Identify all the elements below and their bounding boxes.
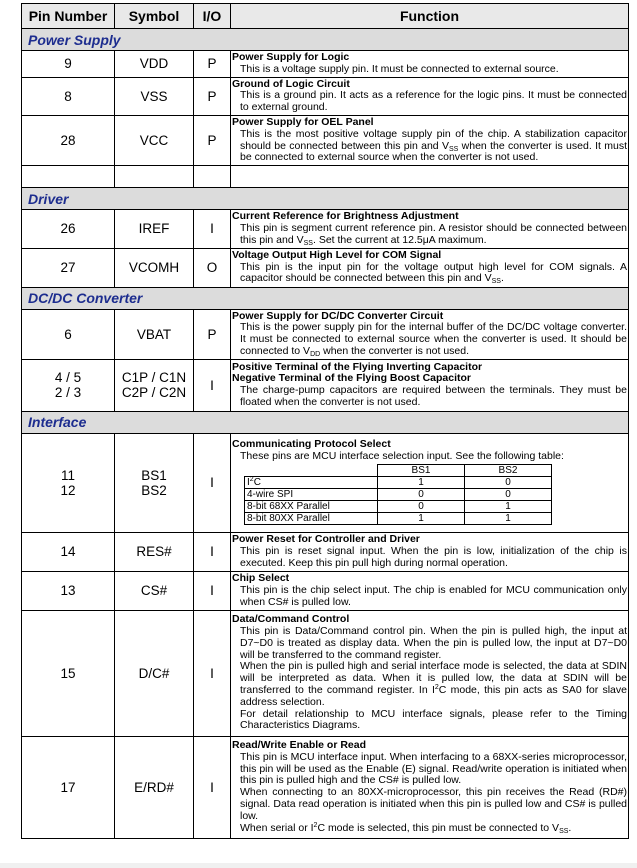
function-desc: This pin is Data/Command control pin. When the pin is pulled high, the input at D7~D0 is treated as display data. When the pin is pulled low, the input at D7~D0 will be transferred to the command register. <box>240 625 627 661</box>
table-row <box>22 571 629 610</box>
bs1-value: 0 <box>378 488 465 500</box>
pin-io: I <box>194 610 231 736</box>
function-desc: This pin is the input pin for the voltage output high level for COM signals. A capacitor should be connected between this pin and $V_{SS}$. <box>240 260 627 286</box>
pin-symbol: VDD <box>115 51 194 78</box>
pin-io: I <box>194 433 231 532</box>
function-desc: This pin is reset signal input. When the pin is low, initialization of the chip is executed. Keep this pin pull high during normal operation. <box>240 544 627 569</box>
function-desc: This pin is the chip select input. The chip is enabled for MCU communication only when CS# is pulled low. <box>240 583 627 608</box>
function-title: Power Supply for DC/DC Converter Circuit <box>232 309 444 322</box>
function-desc: When serial or $I^2C$ mode is selected, this pin must be connected to $V_{SS}$. <box>240 821 572 835</box>
pin-symbol: VCC <box>115 115 194 165</box>
bs1-value: 0 <box>378 500 465 512</box>
section-dcdc-converter: DC/DC Converter <box>22 287 629 309</box>
bs2-column-header: BS2 <box>465 464 552 476</box>
pin-symbol: RES# <box>115 532 194 571</box>
bs2-value: 0 <box>465 488 552 500</box>
table-row <box>22 210 629 248</box>
pin-io: P <box>194 77 231 115</box>
pin-number: 14 <box>22 532 115 571</box>
pin-number: 11 12 <box>22 433 115 532</box>
table-row <box>22 736 629 838</box>
pin-io: P <box>194 51 231 78</box>
pin-number: 17 <box>22 736 115 838</box>
pin-number: 8 <box>22 77 115 115</box>
pin-number: 28 <box>22 115 115 165</box>
bs-table-row <box>245 476 552 488</box>
table-row <box>22 309 629 359</box>
header-io: I/O <box>194 4 231 29</box>
table-row <box>22 433 629 532</box>
function-desc: The charge-pump capacitors are required between the terminals. They must be floated when the converter is not used. <box>240 384 627 409</box>
function-title: Ground of Logic Circuit <box>232 77 350 90</box>
pin-symbol: VCOMH <box>115 248 194 287</box>
pin-io: I <box>194 532 231 571</box>
page-bottom-edge <box>0 863 637 868</box>
header-function: Function <box>231 4 629 29</box>
pin-io: I <box>194 359 231 411</box>
pin-function <box>231 610 629 736</box>
pin-io: O <box>194 248 231 287</box>
function-title: Negative Terminal of the Flying Boost Capacitor <box>232 372 472 385</box>
bs-selection-table <box>244 464 552 525</box>
table-row <box>22 51 629 78</box>
pin-function <box>231 532 629 571</box>
table-row-empty <box>22 166 629 188</box>
table-row <box>22 248 629 287</box>
bs1-column-header: BS1 <box>378 464 465 476</box>
bs2-value: 0 <box>465 476 552 488</box>
pin-function <box>231 51 629 78</box>
pin-number: 15 <box>22 610 115 736</box>
function-title: Power Supply for Logic <box>232 51 350 63</box>
pin-symbol: BS1 BS2 <box>115 433 194 532</box>
table-row <box>22 610 629 736</box>
pin-symbol: VSS <box>115 77 194 115</box>
pin-description-table <box>21 3 629 839</box>
bs-table-row <box>245 512 552 524</box>
function-desc: These pins are MCU interface selection input. See the following table: <box>240 449 564 462</box>
table-row <box>22 115 629 165</box>
pin-symbol: IREF <box>115 210 194 248</box>
pin-function <box>231 210 629 248</box>
table-row <box>22 359 629 411</box>
bs2-value: 1 <box>465 500 552 512</box>
pin-symbol: VBAT <box>115 309 194 359</box>
function-title: Current Reference for Brightness Adjustment <box>232 210 459 223</box>
section-interface: Interface <box>22 411 629 433</box>
pin-function <box>231 309 629 359</box>
pin-function <box>231 248 629 287</box>
pin-io: P <box>194 115 231 165</box>
header-pin-number: Pin Number <box>22 4 115 29</box>
interface-name: 4-wire SPI <box>245 488 378 500</box>
pin-number: 27 <box>22 248 115 287</box>
function-title: Read/Write Enable or Read <box>232 739 367 752</box>
pin-symbol: E/RD# <box>115 736 194 838</box>
pin-number: 6 <box>22 309 115 359</box>
function-desc: This pin is MCU interface input. When interfacing to a 68XX-series microprocessor, this pin will be used as the Enable (E) signal. Read/write operation is initiated when this pin is pulled high and the CS# is pulled low. <box>240 750 627 787</box>
function-desc: When connecting to an 80XX-microprocessor, this pin receives the Read (RD#) signal. Data read operation is initiated when this pin is pulled low and CS# is pulled low. <box>240 786 627 822</box>
pin-io: P <box>194 309 231 359</box>
pin-io: I <box>194 571 231 610</box>
pin-symbol: CS# <box>115 571 194 610</box>
section-power-supply: Power Supply <box>22 29 629 51</box>
interface-name: 8-bit 68XX Parallel <box>245 500 378 512</box>
bs-table-row <box>245 500 552 512</box>
table-header-row <box>22 4 629 29</box>
pin-number: 13 <box>22 571 115 610</box>
pin-function <box>231 115 629 165</box>
bs-table-row <box>245 488 552 500</box>
function-title: Data/Command Control <box>232 613 350 626</box>
function-desc: For detail relationship to MCU interface signals, please refer to the Timing Characteristics Diagrams. <box>240 707 627 732</box>
function-title: Positive Terminal of the Flying Inverting Capacitor <box>232 360 483 373</box>
pin-io: I <box>194 210 231 248</box>
header-symbol: Symbol <box>115 4 194 29</box>
interface-name: $I^2C$ <box>245 476 378 488</box>
pin-io: I <box>194 736 231 838</box>
interface-name: 8-bit 80XX Parallel <box>245 512 378 524</box>
pin-function <box>231 77 629 115</box>
function-title: Power Reset for Controller and Driver <box>232 533 420 546</box>
table-row <box>22 532 629 571</box>
function-desc: This is a ground pin. It acts as a reference for the logic pins. It must be connected to external ground. <box>240 89 627 114</box>
section-driver: Driver <box>22 188 629 210</box>
table-row <box>22 77 629 115</box>
pin-function <box>231 571 629 610</box>
bs1-value: 1 <box>378 512 465 524</box>
function-title: Power Supply for OEL Panel <box>232 115 374 128</box>
bs2-value: 1 <box>465 512 552 524</box>
pin-number: 4 / 5 2 / 3 <box>22 359 115 411</box>
function-desc: This pin is segment current reference pin. A resistor should be connected between this pin and $V_{SS}$. Set the current at 12.5μA maximum. <box>240 221 627 247</box>
function-title: Voltage Output High Level for COM Signal <box>232 248 442 261</box>
pin-function <box>231 359 629 411</box>
pin-function <box>231 736 629 838</box>
bs1-value: 1 <box>378 476 465 488</box>
pin-symbol: C1P / C1N C2P / C2N <box>115 359 194 411</box>
function-title: Communicating Protocol Select <box>232 437 391 450</box>
function-title: Chip Select <box>232 572 290 585</box>
pin-function <box>231 433 629 532</box>
function-desc: This is the most positive voltage supply pin of the chip. A stabilization capacitor should be connected between this pin and $V_{SS}$ when the converter is used. It must be connected to external source when the converter is not used. <box>240 127 627 164</box>
pin-number: 26 <box>22 210 115 248</box>
pin-number: 9 <box>22 51 115 78</box>
function-desc: This is a voltage supply pin. It must be connected to external source. <box>240 62 559 75</box>
function-desc: When the pin is pulled high and serial interface mode is selected, the data at SDIN will be interpreted as data. When it is pulled low, the data at SDIN will be transferred to the command register. In $I^2C$ mode, this pin acts as SA0 for slave address selection. <box>240 660 627 708</box>
pin-symbol: D/C# <box>115 610 194 736</box>
function-desc: This is the power supply pin for the internal buffer of the DC/DC voltage converter. It must be connected to external source when the converter is used. It should be connected to $V_{DD}$ when the converter is not used. <box>240 321 627 358</box>
